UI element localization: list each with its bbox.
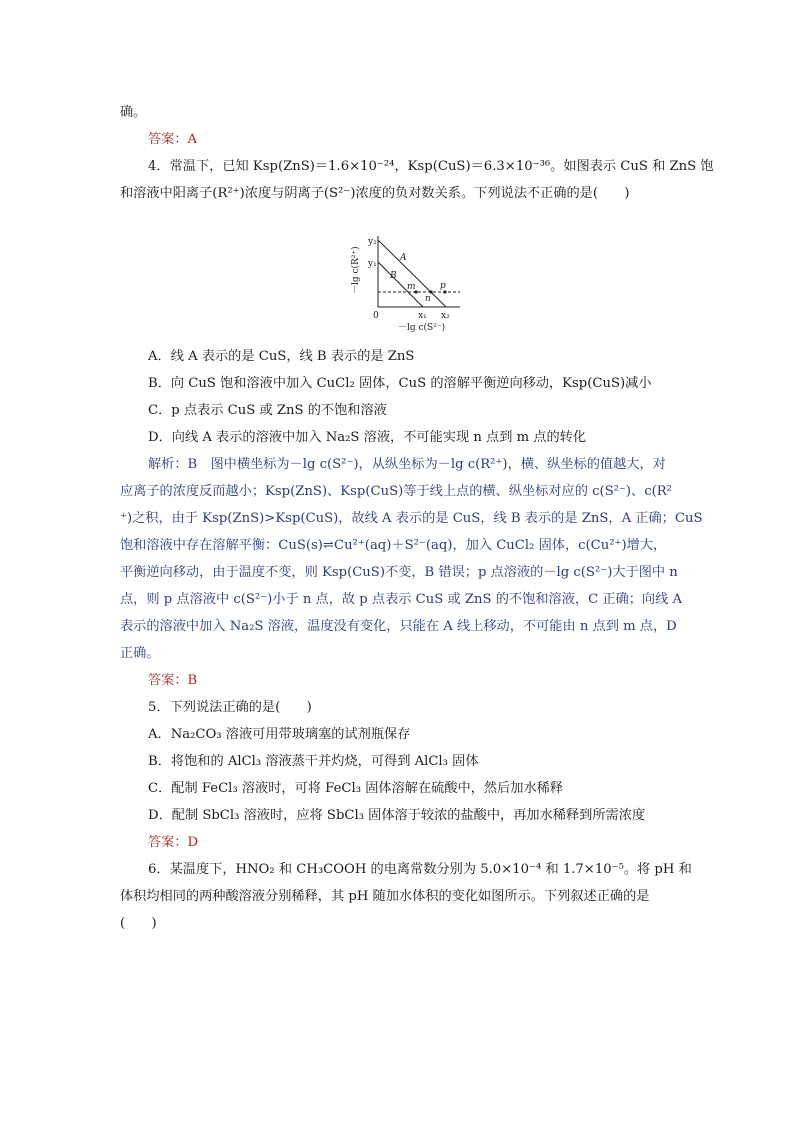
- text-line: 和溶液中阳离子(R²⁺)浓度与阴离子(S²⁻)浓度的负对数关系。下列说法不正确的是( ): [120, 186, 630, 201]
- label-x2: x₂: [441, 311, 450, 321]
- label-b: B: [390, 271, 397, 281]
- text-line: 体积均相同的两种酸溶液分别稀释，其 pH 随加水体积的变化如图所示。下列叙述正确的是: [120, 889, 650, 904]
- text-line: 正确。: [120, 646, 160, 661]
- line-a: [378, 240, 446, 307]
- y-axis-label: －lg c(R²⁺): [351, 246, 361, 294]
- x-axis-label: －lg c(S²⁻): [398, 323, 446, 333]
- text-line: 应离子的浓度反而越小；Ksp(ZnS)、Ksp(CuS)等于线上点的横、纵坐标对应的 c(S²⁻)、c(R²: [120, 484, 672, 499]
- label-y2: y₂: [368, 237, 377, 247]
- text-line: ⁺)之积，由于 Ksp(ZnS)>Ksp(CuS)，故线 A 表示的是 CuS，线 B 表示的是 ZnS，A 正确；CuS: [120, 511, 703, 526]
- label-n: n: [425, 294, 431, 304]
- text-line: B．将饱和的 AlCl₃ 溶液蒸干并灼烧，可得到 AlCl₃ 固体: [148, 754, 479, 769]
- label-y1: y₁: [368, 259, 377, 269]
- text-line: 点，则 p 点溶液中 c(S²⁻)小于 n 点，故 p 点表示 CuS 或 ZnS 的不饱和溶液，C 正确；向线 A: [120, 592, 682, 607]
- text-line: 5．下列说法正确的是( ): [148, 700, 312, 715]
- text-line: 确。: [120, 105, 147, 120]
- text-line: 答案：B: [148, 673, 198, 688]
- text-line: C．配制 FeCl₃ 溶液时，可将 FeCl₃ 固体溶解在硫酸中，然后加水稀释: [148, 781, 564, 796]
- ksp-figure: [340, 230, 470, 340]
- text-line: 4．常温下，已知 Ksp(ZnS)＝1.6×10⁻²⁴，Ksp(CuS)＝6.3×10⁻³⁶。如图表示 CuS 和 ZnS 饱: [148, 159, 714, 174]
- text-line: D．配制 SbCl₃ 溶液时，应将 SbCl₃ 固体溶于较浓的盐酸中，再加水稀释到所需浓度: [148, 808, 646, 823]
- label-p: p: [440, 281, 446, 291]
- line-b: [378, 262, 423, 307]
- text-line: 平衡逆向移动，由于温度不变，则 Ksp(CuS)不变，B 错误；p 点溶液的－lg c(S²⁻)大于图中 n: [120, 565, 678, 580]
- text-line: D．向线 A 表示的溶液中加入 Na₂S 溶液，不可能实现 n 点到 m 点的转化: [148, 430, 587, 445]
- text-line: C．p 点表示 CuS 或 ZnS 的不饱和溶液: [148, 403, 387, 418]
- text-line: 答案：A: [148, 132, 198, 147]
- text-line: A．线 A 表示的是 CuS，线 B 表示的是 ZnS: [148, 349, 415, 364]
- text-line: ( ): [120, 916, 157, 931]
- text-line: 饱和溶液中存在溶解平衡：CuS(s)⇌Cu²⁺(aq)＋S²⁻(aq)，加入 CuCl₂ 固体，c(Cu²⁺)增大，: [120, 538, 667, 553]
- text-line: 答案：D: [148, 835, 199, 850]
- label-x1: x₁: [418, 311, 427, 321]
- label-origin: 0: [373, 311, 379, 321]
- text-line: 解析：B 图中横坐标为－lg c(S²⁻)，从纵坐标为－lg c(R²⁺)，横、纵坐标的值越大，对: [148, 457, 666, 472]
- text-line: B．向 CuS 饱和溶液中加入 CuCl₂ 固体，CuS 的溶解平衡逆向移动，Ksp(CuS)减小: [148, 376, 652, 391]
- text-line: 6．某温度下，HNO₂ 和 CH₃COOH 的电离常数分别为 5.0×10⁻⁴ 和 1.7×10⁻⁵。将 pH 和: [148, 862, 692, 877]
- label-m: m: [407, 282, 416, 292]
- text-line: 表示的溶液中加入 Na₂S 溶液，温度没有变化，只能在 A 线上移动，不可能由 n 点到 m 点，D: [120, 619, 677, 634]
- label-a: A: [400, 253, 407, 263]
- text-line: A．Na₂CO₃ 溶液可用带玻璃塞的试剂瓶保存: [148, 727, 411, 742]
